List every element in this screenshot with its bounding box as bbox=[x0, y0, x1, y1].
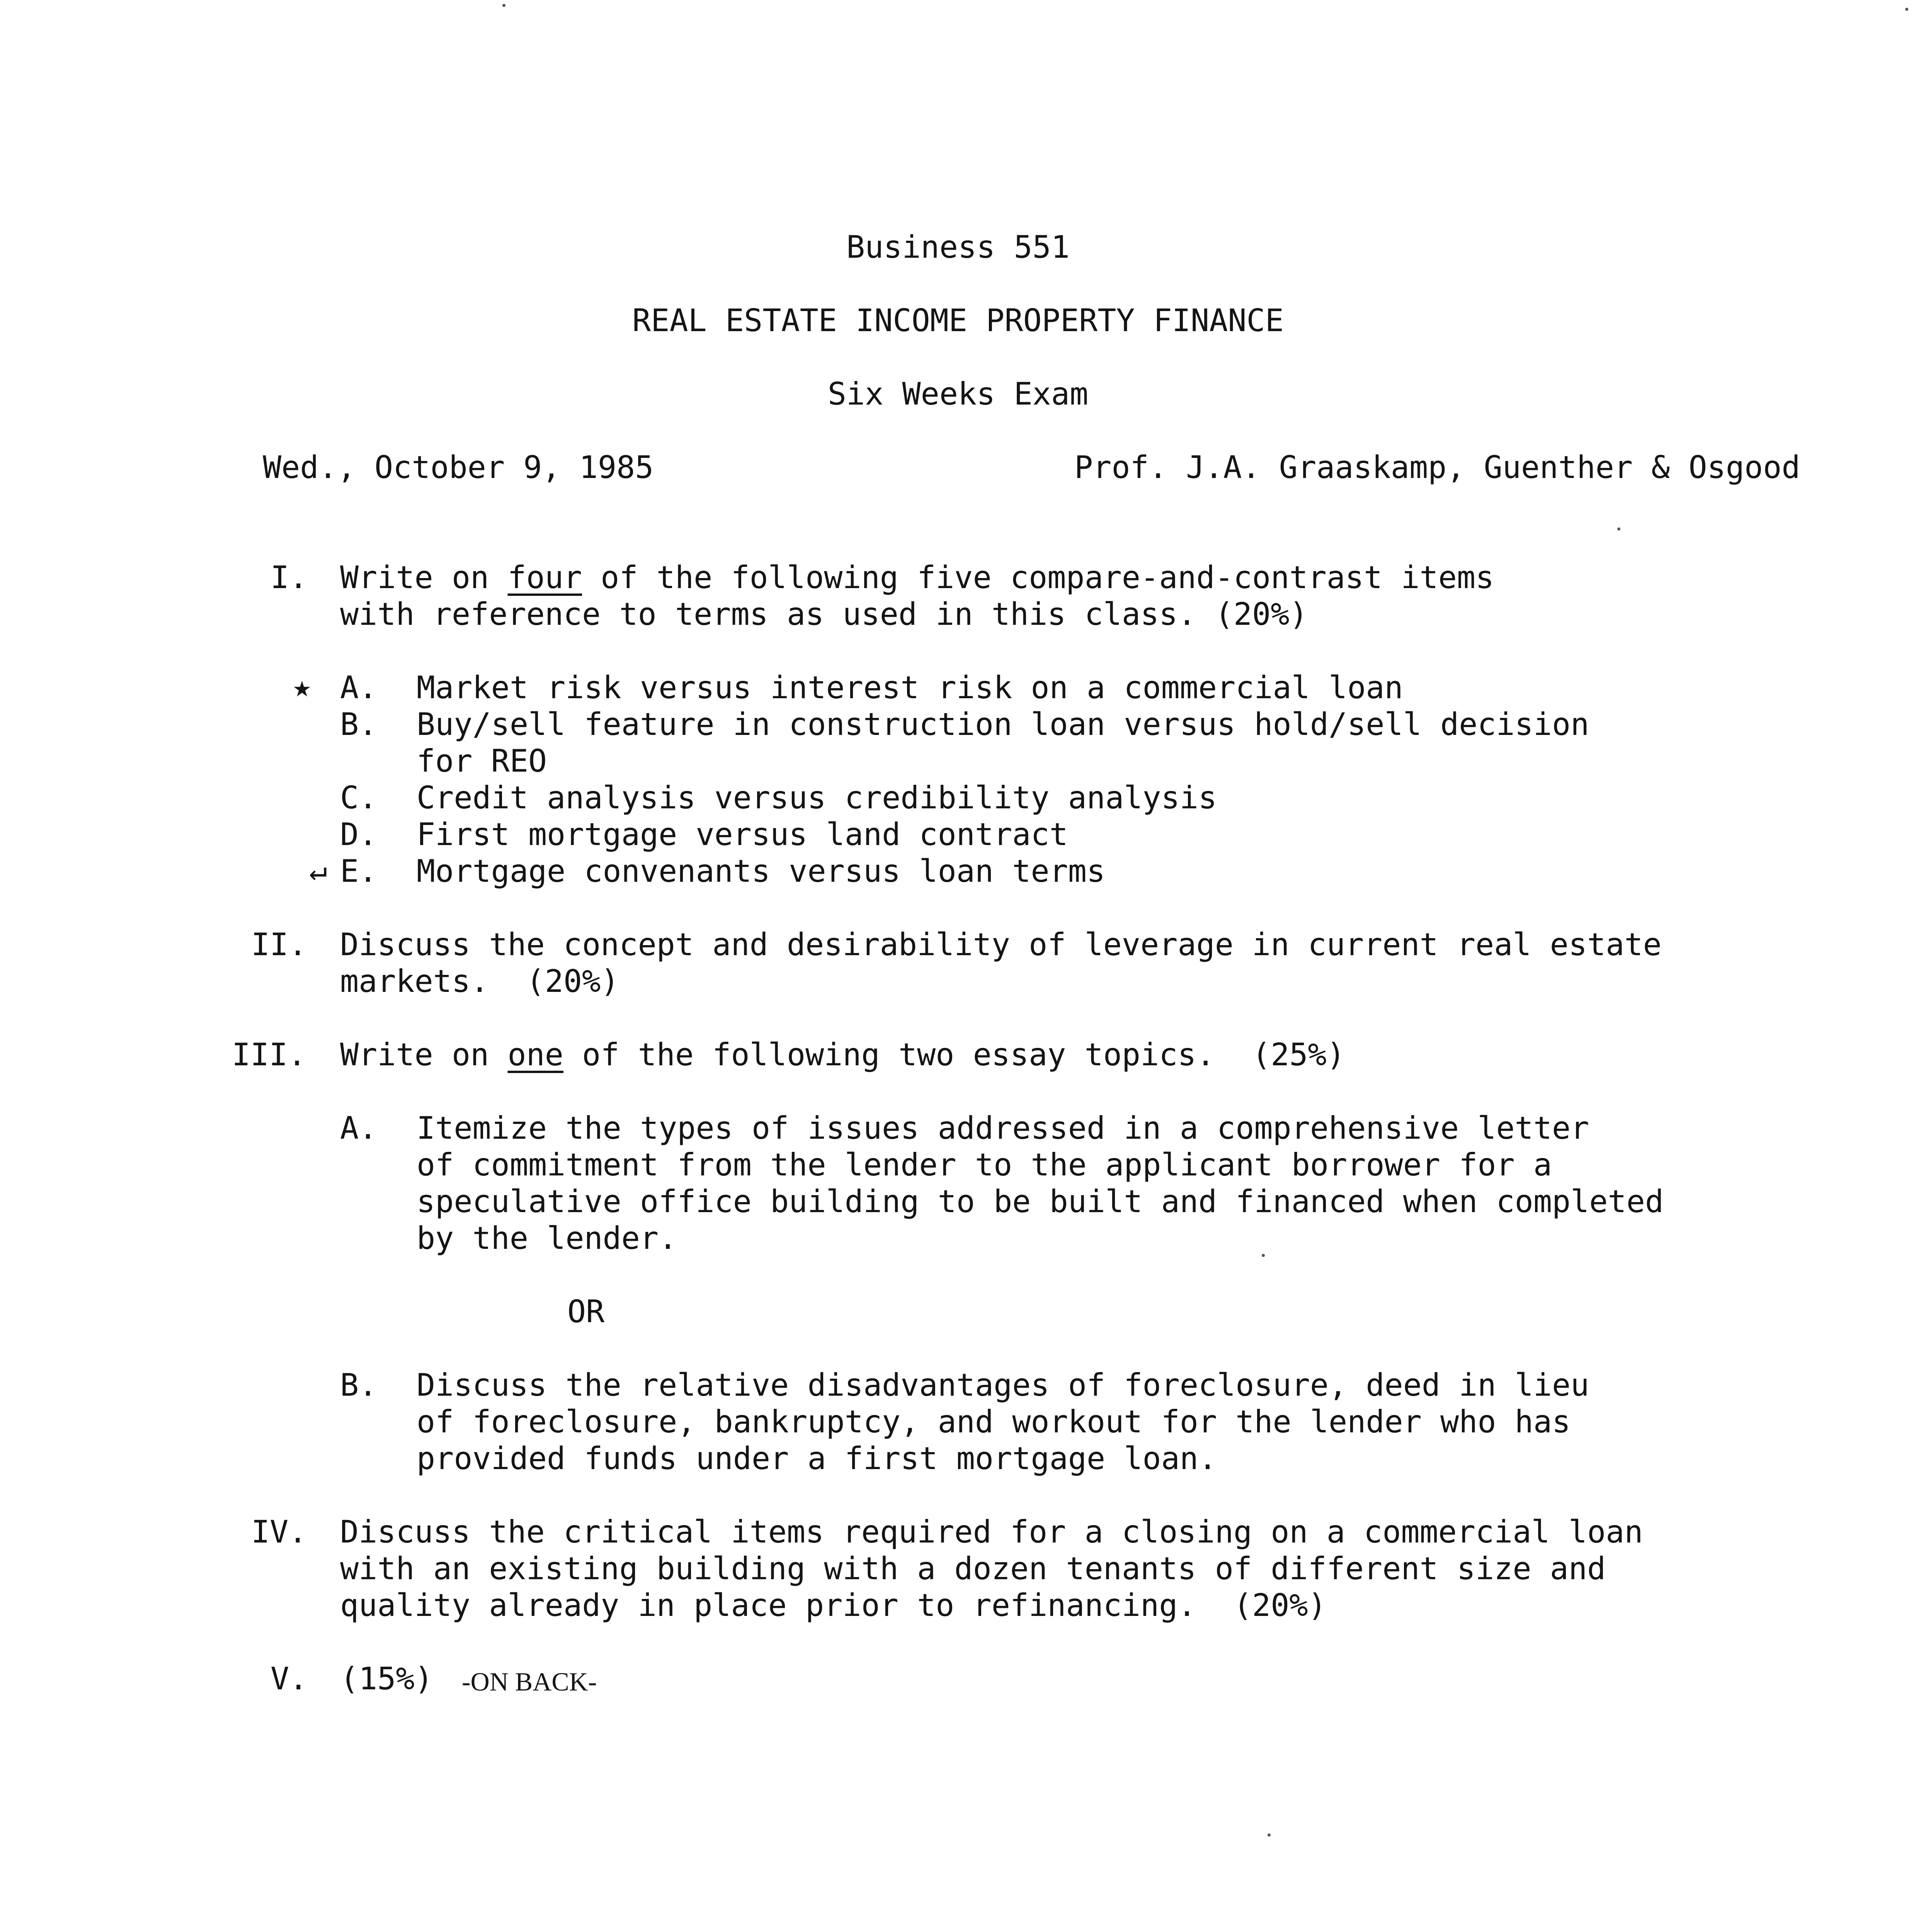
question-2-line-2: markets. (20%) bbox=[340, 963, 619, 999]
question-3-line-1: Write on one of the following two essay topics. (25%) bbox=[340, 1037, 1345, 1073]
question-4-line-1: Discuss the critical items required for a closing on a commercial loan bbox=[340, 1514, 1643, 1550]
on-back-note: -ON BACK- bbox=[462, 1667, 597, 1696]
document-title: REAL ESTATE INCOME PROPERTY FINANCE bbox=[632, 303, 1284, 338]
question-1-line-2: with reference to terms as used in this class. (20%) bbox=[340, 596, 1308, 632]
question-4-number: IV. bbox=[251, 1514, 307, 1550]
item-letter-a: A. bbox=[340, 670, 378, 706]
essay-letter-b: B. bbox=[340, 1367, 378, 1403]
instructors: Prof. J.A. Graaskamp, Guenther & Osgood bbox=[1074, 449, 1800, 485]
scan-speck bbox=[1617, 527, 1620, 531]
question-1-number: I. bbox=[271, 560, 308, 595]
question-4-line-2: with an existing building with a dozen tenants of different size and bbox=[340, 1551, 1606, 1587]
scan-speck bbox=[1905, 8, 1908, 11]
question-2-number: II. bbox=[251, 927, 307, 963]
essay-b-line-3: provided funds under a first mortgage loan. bbox=[417, 1440, 1217, 1476]
item-b-text: Buy/sell feature in construction loan versus hold/sell decision bbox=[417, 706, 1589, 742]
question-2-line-1: Discuss the concept and desirability of leverage in current real estate bbox=[340, 927, 1662, 963]
essay-a-line-3: speculative office building to be built and financed when completed bbox=[417, 1184, 1664, 1219]
question-1-line-1: Write on four of the following five compare-and-contrast items bbox=[340, 560, 1494, 595]
star-icon: ★ bbox=[293, 669, 311, 704]
item-c-text: Credit analysis versus credibility analysis bbox=[417, 780, 1217, 816]
item-letter-c: C. bbox=[340, 780, 378, 816]
emphasis-one: one bbox=[507, 1037, 563, 1073]
essay-letter-a: A. bbox=[340, 1110, 378, 1146]
question-5-number: V. bbox=[271, 1661, 308, 1697]
item-letter-b: B. bbox=[340, 706, 378, 742]
scan-speck bbox=[1268, 1833, 1271, 1837]
item-letter-e: E. bbox=[340, 853, 378, 889]
scan-speck bbox=[502, 4, 505, 7]
essay-a-line-4: by the lender. bbox=[417, 1220, 677, 1256]
question-5-weight: (15%) bbox=[340, 1661, 433, 1697]
exam-date: Wed., October 9, 1985 bbox=[263, 449, 654, 485]
essay-b-line-1: Discuss the relative disadvantages of foreclosure, deed in lieu bbox=[417, 1367, 1589, 1403]
question-3-number: III. bbox=[232, 1037, 306, 1073]
question-4-line-3: quality already in place prior to refinancing. (20%) bbox=[340, 1587, 1327, 1623]
item-letter-d: D. bbox=[340, 816, 378, 852]
scan-speck bbox=[1262, 1254, 1265, 1257]
exam-name: Six Weeks Exam bbox=[827, 376, 1089, 412]
essay-b-line-2: of foreclosure, bankruptcy, and workout for the lender who has bbox=[417, 1404, 1571, 1440]
item-a-text: Market risk versus interest risk on a commercial loan bbox=[417, 670, 1403, 706]
item-b-text-cont: for REO bbox=[417, 743, 547, 779]
item-d-text: First mortgage versus land contract bbox=[417, 816, 1068, 852]
essay-a-line-2: of commitment from the lender to the applicant borrower for a bbox=[417, 1147, 1552, 1183]
item-e-text: Mortgage convenants versus loan terms bbox=[417, 853, 1106, 889]
or-separator: OR bbox=[567, 1294, 605, 1330]
course-title: Business 551 bbox=[846, 229, 1070, 265]
emphasis-four: four bbox=[507, 560, 582, 595]
essay-a-line-1: Itemize the types of issues addressed in a comprehensive letter bbox=[417, 1110, 1589, 1146]
handwritten-check-icon: ↵ bbox=[309, 853, 327, 888]
